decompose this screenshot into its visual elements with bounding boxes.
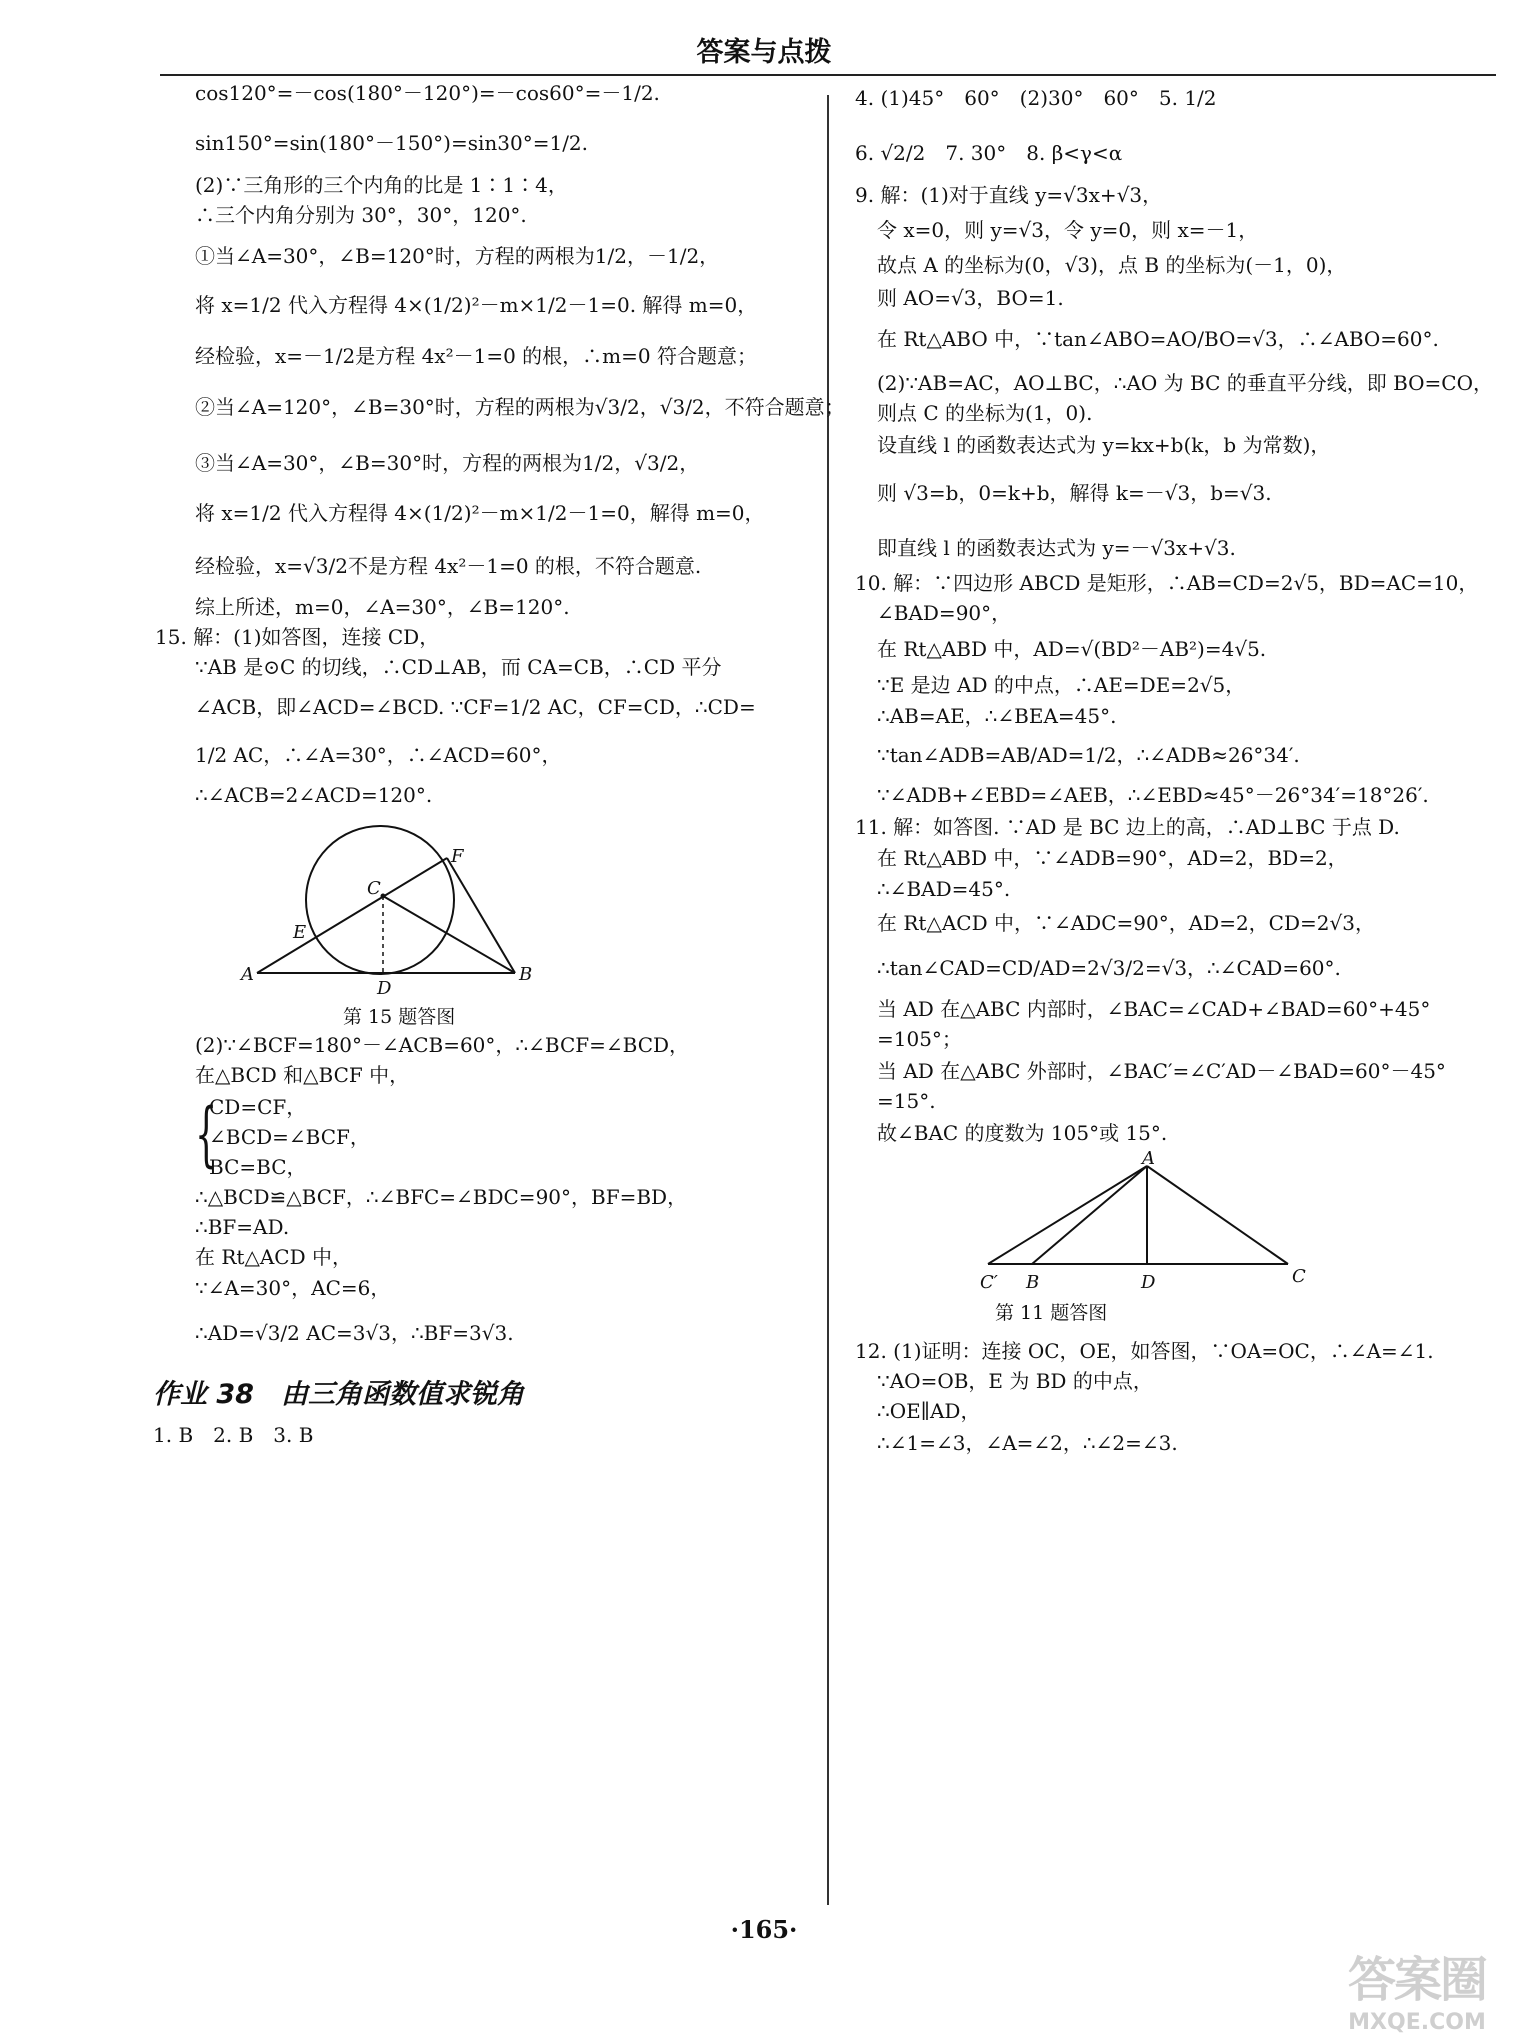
text-line: ∴∠ACB=2∠ACD=120°. bbox=[195, 783, 433, 807]
label-a: A bbox=[241, 964, 254, 985]
left-brace: { bbox=[195, 1093, 218, 1175]
brace-line: ∠BCD=∠BCF， bbox=[209, 1125, 370, 1149]
text-line: 当 AD 在△ABC 外部时，∠BAC′=∠C′AD－∠BAD=60°－45° bbox=[877, 1059, 1446, 1083]
page-number: ·165· bbox=[730, 1915, 798, 1944]
label-b: B bbox=[1026, 1272, 1040, 1293]
text-line: 故∠BAC 的度数为 105°或 15°. bbox=[877, 1121, 1168, 1145]
text-line: 设直线 l 的函数表达式为 y=kx+b(k，b 为常数)， bbox=[877, 433, 1331, 457]
segment-fb bbox=[447, 858, 515, 973]
text-line: ∴∠BAD=45°. bbox=[877, 877, 1011, 901]
text-line: ∵∠A=30°，AC=6， bbox=[195, 1276, 391, 1300]
text-line: (2)∵∠BCF=180°－∠ACB=60°，∴∠BCF=∠BCD， bbox=[195, 1033, 690, 1057]
text-line: 4. (1)45° 60° (2)30° 60° 5. 1/2 bbox=[855, 86, 1217, 110]
text-line: 综上所述，m=0，∠A=30°，∠B=120°. bbox=[195, 595, 570, 619]
label-f: F bbox=[451, 846, 464, 867]
text-line: ②当∠A=120°，∠B=30°时，方程的两根为√3/2，√3/2，不符合题意； bbox=[195, 395, 845, 419]
text-line: =105°； bbox=[877, 1027, 962, 1051]
text-line: sin150°=sin(180°－150°)=sin30°=1/2. bbox=[195, 131, 589, 155]
label-c: C bbox=[367, 878, 381, 899]
text-line: ∴AD=√3/2 AC=3√3，∴BF=3√3. bbox=[195, 1321, 514, 1345]
text-line: ∵AO=OB，E 为 BD 的中点， bbox=[877, 1369, 1153, 1393]
text-line: ∴∠1=∠3，∠A=∠2，∴∠2=∠3. bbox=[877, 1431, 1178, 1455]
section-heading: 作业 38 由三角函数值求锐角 bbox=[153, 1379, 524, 1410]
text-line: 将 x=1/2 代入方程得 4×(1/2)²－m×1/2－1=0，解得 m=0， bbox=[195, 501, 765, 525]
text-line: 则点 C 的坐标为(1，0). bbox=[877, 401, 1093, 425]
text-line: ∠BAD=90°， bbox=[877, 601, 1012, 625]
problem-9-line: 9. 解：(1)对于直线 y=√3x+√3， bbox=[855, 183, 1163, 207]
text-line: ∠ACB，即∠ACD=∠BCD. ∵CF=1/2 AC，CF=CD，∴CD= bbox=[195, 695, 756, 719]
brace-line: BC=BC， bbox=[209, 1155, 307, 1179]
segment-cb bbox=[383, 896, 515, 973]
text-line: 将 x=1/2 代入方程得 4×(1/2)²－m×1/2－1=0. 解得 m=0， bbox=[195, 293, 758, 317]
text-line: ∵E 是边 AD 的中点，∴AE=DE=2√5， bbox=[877, 673, 1246, 697]
text-line: ∴三个内角分别为 30°，30°，120°. bbox=[195, 203, 527, 227]
text-line: ∴BF=AD. bbox=[195, 1215, 290, 1239]
label-c-prime: C′ bbox=[980, 1272, 998, 1293]
figure-11-diagram bbox=[970, 1150, 1310, 1300]
header-rule bbox=[160, 74, 1496, 76]
text-line: =15°. bbox=[877, 1089, 936, 1113]
circle-c bbox=[306, 826, 454, 974]
brace-line: CD=CF， bbox=[209, 1095, 307, 1119]
label-e: E bbox=[293, 922, 307, 943]
figure-15-diagram bbox=[235, 820, 555, 1000]
watermark-url: MXQE.COM bbox=[1348, 2010, 1486, 2035]
problem-11-line: 11. 解：如答图. ∵AD 是 BC 边上的高，∴AD⊥BC 于点 D. bbox=[855, 815, 1400, 839]
text-line: ∵∠ADB+∠EBD=∠AEB，∴∠EBD≈45°－26°34′=18°26′. bbox=[877, 783, 1429, 807]
figure-11-caption: 第 11 题答图 bbox=[995, 1302, 1108, 1324]
label-c: C bbox=[1292, 1266, 1306, 1287]
text-line: ∵AB 是⊙C 的切线，∴CD⊥AB，而 CA=CB，∴CD 平分 bbox=[195, 655, 722, 679]
page-header-title: 答案与点拨 bbox=[696, 37, 832, 68]
problem-10-line: 10. 解：∵四边形 ABCD 是矩形，∴AB=CD=2√5，BD=AC=10， bbox=[855, 571, 1479, 595]
text-line: 在 Rt△ABD 中，∵∠ADB=90°，AD=2，BD=2， bbox=[877, 846, 1348, 870]
text-line: ∵tan∠ADB=AB/AD=1/2，∴∠ADB≈26°34′. bbox=[877, 743, 1300, 767]
segment-ac2 bbox=[988, 1166, 1147, 1264]
text-line: cos120°=－cos(180°－120°)=－cos60°=－1/2. bbox=[195, 81, 660, 105]
label-d: D bbox=[1141, 1272, 1156, 1293]
text-line: 在 Rt△ABO 中，∵tan∠ABO=AO/BO=√3，∴∠ABO=60°. bbox=[877, 327, 1439, 351]
text-line: 在 Rt△ACD 中， bbox=[195, 1245, 352, 1269]
text-line: 经检验，x=√3/2不是方程 4x²－1=0 的根，不符合题意. bbox=[195, 554, 702, 578]
text-line: 则 √3=b，0=k+b，解得 k=－√3，b=√3. bbox=[877, 481, 1272, 505]
text-line: ③当∠A=30°，∠B=30°时，方程的两根为1/2，√3/2， bbox=[195, 451, 700, 475]
point-c bbox=[381, 894, 386, 899]
text-line: (2)∵三角形的三个内角的比是 1∶1∶4， bbox=[195, 173, 568, 197]
figure-15-caption: 第 15 题答图 bbox=[343, 1006, 456, 1028]
text-line: ∴tan∠CAD=CD/AD=2√3/2=√3，∴∠CAD=60°. bbox=[877, 956, 1341, 980]
segment-ac bbox=[1147, 1166, 1288, 1264]
label-b: B bbox=[519, 964, 533, 985]
text-line: ①当∠A=30°，∠B=120°时，方程的两根为1/2，－1/2， bbox=[195, 244, 720, 268]
watermark bbox=[1322, 1941, 1512, 2035]
problem-12-line: 12. (1)证明：连接 OC，OE，如答图，∵OA=OC，∴∠A=∠1. bbox=[855, 1339, 1434, 1363]
text-line: ∴△BCD≌△BCF，∴∠BFC=∠BDC=90°，BF=BD， bbox=[195, 1185, 688, 1209]
text-line: ∴AB=AE，∴∠BEA=45°. bbox=[877, 704, 1117, 728]
text-line: 则 AO=√3，BO=1. bbox=[877, 286, 1064, 310]
text-line: 在△BCD 和△BCF 中， bbox=[195, 1063, 410, 1087]
text-line: 经检验，x=－1/2是方程 4x²－1=0 的根，∴m=0 符合题意； bbox=[195, 344, 757, 368]
label-d: D bbox=[377, 978, 392, 999]
problem-15-line: 15. 解：(1)如答图，连接 CD， bbox=[155, 625, 440, 649]
text-line: 在 Rt△ABD 中，AD=√(BD²－AB²)=4√5. bbox=[877, 637, 1267, 661]
text-line: (2)∵AB=AC，AO⊥BC，∴AO 为 BC 的垂直平分线，即 BO=CO， bbox=[877, 371, 1494, 395]
answers-line: 1. B 2. B 3. B bbox=[153, 1423, 314, 1447]
text-line: 在 Rt△ACD 中，∵∠ADC=90°，AD=2，CD=2√3， bbox=[877, 911, 1375, 935]
segment-af bbox=[257, 858, 447, 973]
text-line: ∴OE∥AD， bbox=[877, 1399, 981, 1423]
column-divider bbox=[827, 95, 829, 1905]
segment-ab bbox=[1032, 1166, 1147, 1264]
text-line: 即直线 l 的函数表达式为 y=－√3x+√3. bbox=[877, 536, 1236, 560]
label-a: A bbox=[1142, 1150, 1155, 1169]
text-line: 故点 A 的坐标为(0，√3)，点 B 的坐标为(－1，0)， bbox=[877, 253, 1347, 277]
text-line: 6. √2/2 7. 30° 8. β<γ<α bbox=[855, 141, 1123, 165]
text-line: 当 AD 在△ABC 内部时，∠BAC=∠CAD+∠BAD=60°+45° bbox=[877, 997, 1431, 1021]
text-line: 令 x=0，则 y=√3，令 y=0，则 x=－1， bbox=[877, 218, 1259, 242]
watermark-logo: 答案圈 bbox=[1347, 1952, 1486, 2008]
text-line: 1/2 AC，∴∠A=30°，∴∠ACD=60°， bbox=[195, 743, 562, 767]
